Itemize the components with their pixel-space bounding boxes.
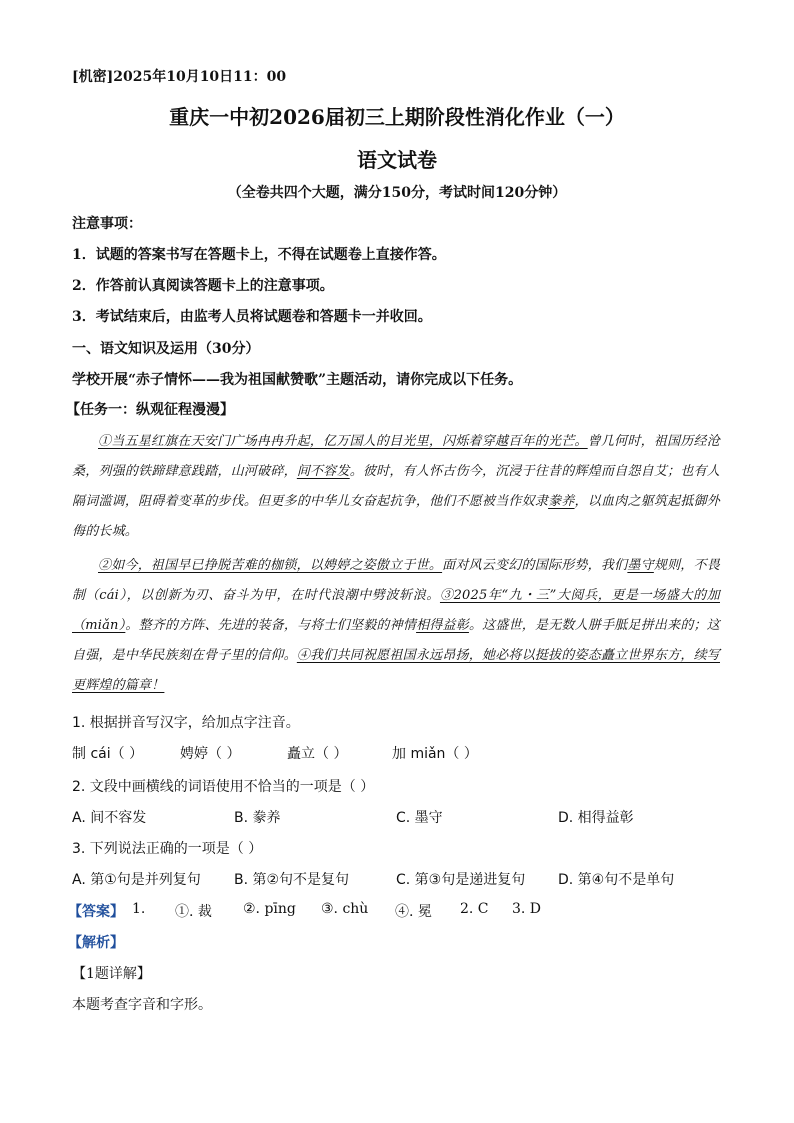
q2-option-d: D. 相得益彰 [558, 810, 634, 826]
answer-label: 【答案】 [68, 904, 124, 920]
notes-heading: 注意事项： [72, 216, 142, 232]
note-item: 3．考试结束后，由监考人员将试题卷和答题卡一并收回。 [72, 309, 432, 325]
confidential-line: [机密]2025年10月10日11：00 [72, 69, 287, 85]
sentence-1: ①当五星红旗在天安门广场冉冉升起，亿万国人的目光里，闪烁着穿越百年的光芒。 [98, 434, 588, 449]
sentence-4: ④我们共同祝愿祖国永远昂扬，她必将以挺拔的姿态矗立世界东方，续写更辉煌的篇章！ [72, 648, 720, 693]
q3-option-a: A. 第①句是并列复句 [72, 872, 201, 888]
q1-blank: 娉婷（ ） [180, 746, 241, 762]
answer-item: ④. 冕 [395, 904, 432, 920]
question-2: 2. 文段中画横线的词语使用不恰当的一项是（ ） [72, 779, 375, 795]
analysis-label: 【解析】 [68, 935, 124, 951]
answer-number: 1. [132, 901, 146, 917]
underlined-word: 间不容发 [296, 464, 350, 479]
answer-item: 3. D [512, 901, 542, 917]
q3-option-c: C. 第③句是递进复句 [396, 872, 526, 888]
exam-info: （全卷共四个大题，满分150分，考试时间120分钟） [227, 185, 567, 201]
q2-option-b: B. 豢养 [234, 810, 281, 826]
sentence-2: ②如今，祖国早已挣脱苦难的枷锁，以娉婷之姿傲立于世。 [98, 558, 443, 573]
answer-item: ①. 裁 [175, 904, 212, 920]
underlined-word: 相得益彰 [416, 618, 469, 633]
passage-paragraph-2: ②如今，祖国早已挣脱苦难的枷锁，以娉婷之姿傲立于世。面对风云变幻的国际形势，我们墨守规则，不畏制（cái），以创新为刃、奋斗为甲，在时代浪潮中劈波斩浪。③2025年“九・三”大阅兵，更是一场盛大的加（miǎn）。整齐的方阵、先进的装备，与将士们坚毅的神情相得益彰。这盛世，是无数人胼手胝足拼出来的；这自强，是中华民族刻在骨子里的信仰。④我们共同祝愿祖国永远昂扬，她必将以挺拔的姿态矗立世界东方，续写更辉煌的篇章！ [72, 558, 720, 693]
question-3: 3. 下列说法正确的一项是（ ） [72, 841, 263, 857]
sentence-3: ③2025年“九・三”大阅兵，更是一场盛大的加（miǎn） [72, 588, 720, 633]
subject-title: 语文试卷 [357, 148, 437, 172]
note-item: 1．试题的答案书写在答题卡上，不得在试题卷上直接作答。 [72, 247, 446, 263]
analysis-text: 本题考查字音和字形。 [72, 997, 212, 1013]
q2-option-c: C. 墨守 [396, 810, 443, 826]
q1-blank: 制 cái（ ） [72, 746, 144, 762]
q1-blank: 加 miǎn（ ） [392, 746, 478, 762]
answer-item: ②. pīng [243, 901, 296, 917]
passage-paragraph-1: ①当五星红旗在天安门广场冉冉升起，亿万国人的目光里，闪烁着穿越百年的光芒。曾几何时，祖国历经沧桑，列强的铁蹄肆意践踏，山河破碎，间不容发。彼时，有人怀古伤今，沉浸于往昔的辉煌而自怨自艾；也有人隔词滥调，阻碍着变革的步伐。但更多的中华儿女奋起抗争，他们不愿被当作奴隶豢养，以血肉之躯筑起抵御外侮的长城。 [72, 434, 720, 539]
task-heading: 【任务一：纵观征程漫漫】 [66, 402, 234, 418]
underlined-word: 豢养 [548, 494, 575, 509]
underlined-word: 墨守 [627, 558, 654, 573]
answer-item: 2. C [460, 901, 489, 917]
question-1: 1. 根据拼音写汉字，给加点字注音。 [72, 715, 300, 731]
q3-option-b: B. 第②句不是复句 [234, 872, 350, 888]
section-heading: 一、语文知识及运用（30分） [72, 341, 260, 357]
q3-option-d: D. 第④句不是单句 [558, 872, 675, 888]
q2-option-a: A. 间不容发 [72, 810, 147, 826]
answer-item: ③. chù [321, 901, 369, 917]
section-intro: 学校开展“赤子情怀——我为祖国献赞歌”主题活动，请你完成以下任务。 [72, 372, 523, 388]
page-title: 重庆一中初2026届初三上期阶段性消化作业（一） [169, 105, 625, 129]
q1-blank: 矗立（ ） [287, 746, 348, 762]
analysis-subheading: 【1题详解】 [72, 966, 151, 982]
note-item: 2．作答前认真阅读答题卡上的注意事项。 [72, 278, 334, 294]
